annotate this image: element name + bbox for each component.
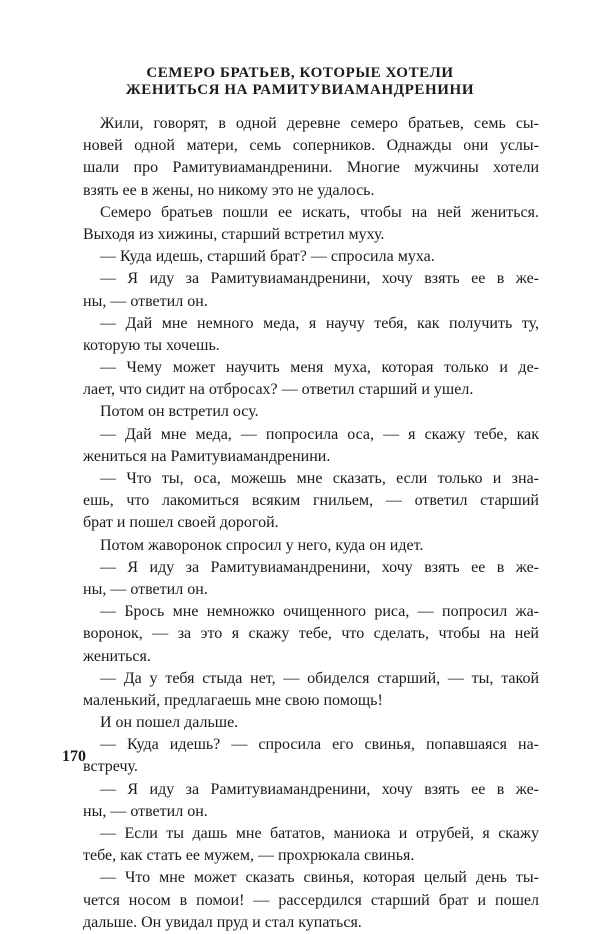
- text-line: — Если ты дашь мне бататов, маниока и отрубей, я скажу: [100, 825, 539, 842]
- text-line: — Куда идешь? — спросила его свинья, попавшаяся на-: [100, 736, 539, 754]
- text-line: — Дай мне немного меда, я научу тебя, как получить ту,: [100, 314, 539, 332]
- text-line: Потом он встретил осу.: [100, 403, 259, 421]
- text-line: — Чему может научить меня муха, которая только и де-: [100, 359, 539, 377]
- text-line: Жили, говорят, в одной деревне семеро братьев, семь сы-: [100, 115, 539, 132]
- text-line: Потом жаворонок спросил у него, куда он идет.: [100, 536, 424, 554]
- text-line: — Я иду за Рамитувиамандренини, хочу взять ее в же-: [100, 270, 539, 288]
- text-line: ны, — ответил он.: [83, 580, 208, 598]
- text-line: жениться.: [83, 647, 151, 665]
- story-title-line-1: СЕМЕРО БРАТЬЕВ, КОТОРЫЕ ХОТЕЛИ: [146, 65, 454, 81]
- text-line: взять ее в жены, но никому это не удалось.: [83, 181, 375, 199]
- text-line: Семеро братьев пошли ее искать, чтобы на ней жениться.: [100, 203, 539, 221]
- text-line: жениться на Рамитувиамандренини.: [83, 447, 331, 465]
- text-line: встречу.: [83, 758, 138, 776]
- text-line: ны, — ответил он.: [83, 292, 208, 310]
- text-line: которую ты хочешь.: [83, 336, 220, 354]
- text-line: — Куда идешь, старший брат? — спросила муха.: [100, 248, 435, 266]
- text-line: лает, что сидит на отбросах? — ответил старший и ушел.: [83, 381, 474, 399]
- text-line: — Брось мне немножко очищенного риса, — попросил жа-: [100, 603, 539, 621]
- text-line: маленький, предлагаешь мне свою помощь!: [83, 691, 383, 709]
- text-line: — Дай мне меда, — попросила оса, — я скажу тебе, как: [100, 425, 539, 443]
- text-line: шали про Рамитувиамандренини. Многие мужчины хотели: [83, 159, 539, 177]
- text-line: — Да у тебя стыда нет, — обиделся старший, — ты, такой: [100, 669, 539, 687]
- text-line: И он пошел дальше.: [100, 714, 239, 732]
- page-number: 170: [62, 748, 86, 765]
- text-line: новей одной матери, семь соперников. Однажды они услы-: [83, 137, 539, 155]
- text-line: ешь, что лакомиться всяким гнильем, — ответил старший: [83, 492, 539, 510]
- text-line: Выходя из хижины, старший встретил муху.: [83, 225, 385, 243]
- text-line: брат и пошел своей дорогой.: [83, 514, 279, 532]
- text-line: — Я иду за Рамитувиамандренини, хочу взять ее в же-: [100, 780, 539, 798]
- text-line: ны, — ответил он.: [83, 802, 208, 820]
- text-line: тебе, как стать ее мужем, — прохрюкала свинья.: [83, 847, 415, 865]
- story-text: [83, 113, 539, 934]
- story-title-line-2: ЖЕНИТЬСЯ НА РАМИТУВИАМАНДРЕНИНИ: [125, 82, 475, 98]
- text-line: чется носом в помои! — рассердился старший брат и пошел: [83, 891, 539, 909]
- text-line: — Я иду за Рамитувиамандренини, хочу взять ее в же-: [100, 558, 539, 576]
- text-line: дальше. Он увидал пруд и стал купаться.: [83, 913, 362, 931]
- text-line: воронок, — за это я скажу тебе, что сделать, чтобы на ней: [83, 625, 539, 643]
- text-line: — Что мне может сказать свинья, которая целый день ты-: [100, 869, 539, 887]
- text-line: — Что ты, оса, можешь мне сказать, если только и зна-: [100, 470, 539, 487]
